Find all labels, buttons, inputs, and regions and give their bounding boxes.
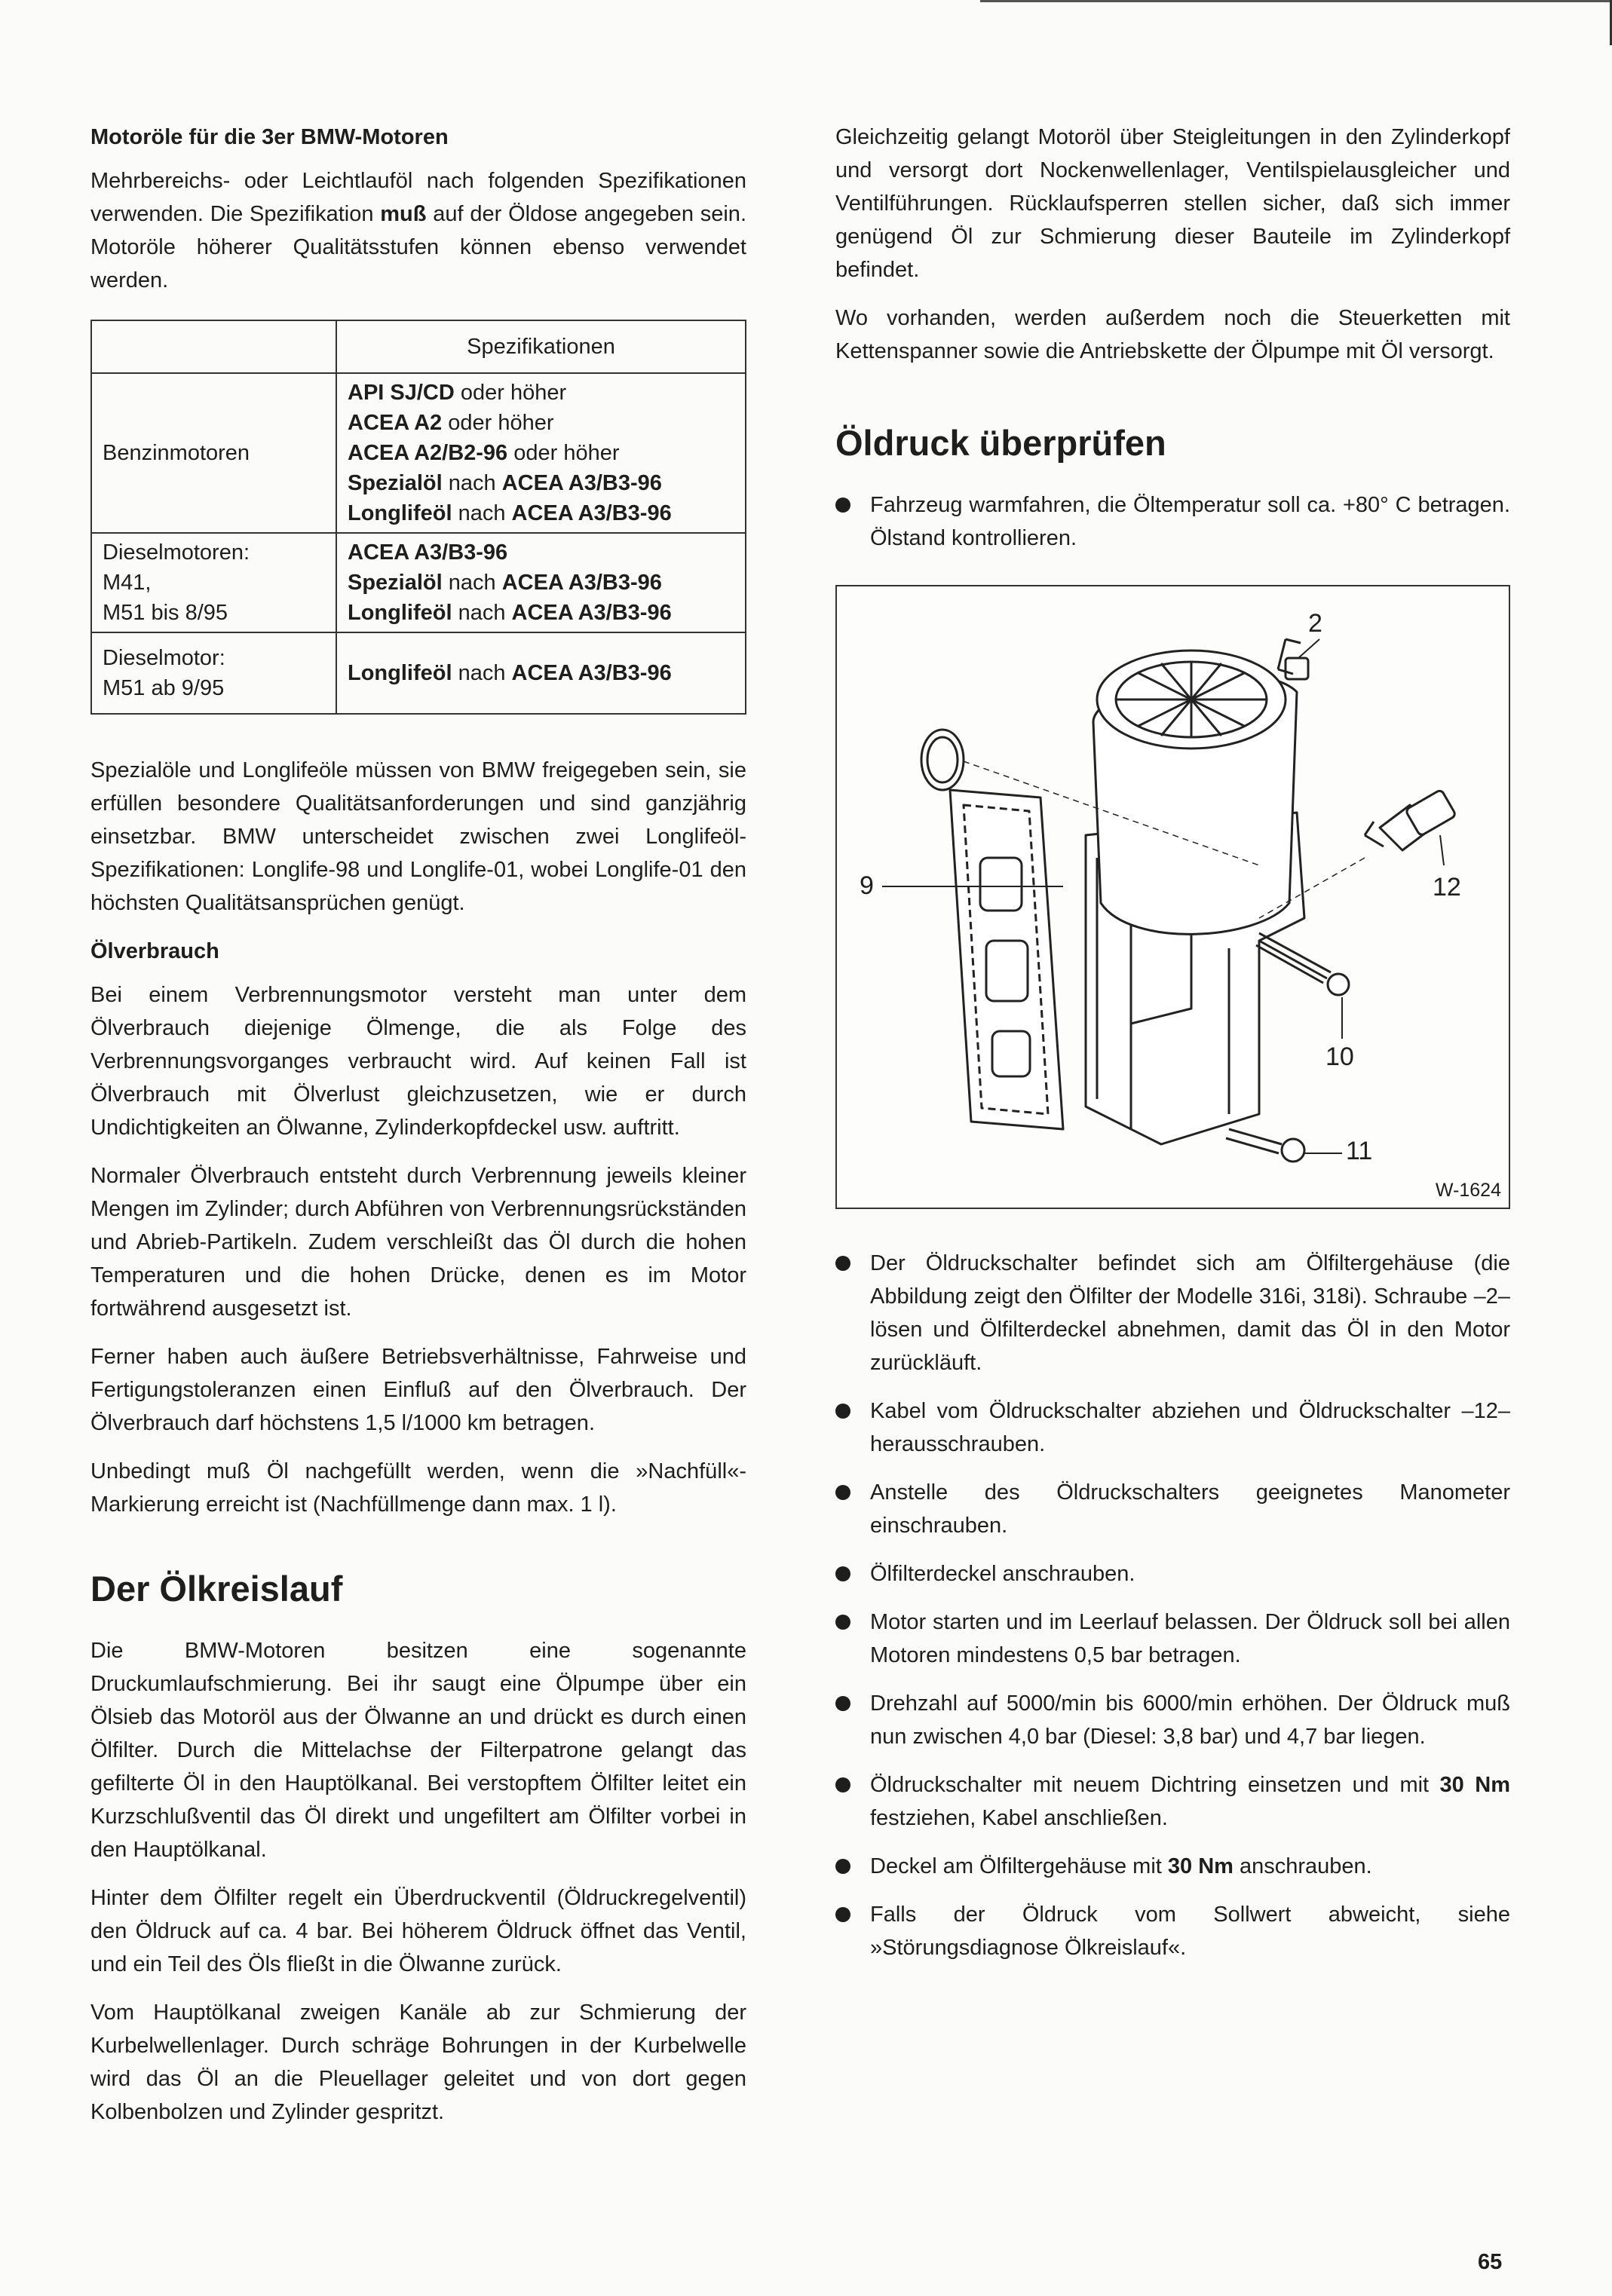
- spec-line: [348, 408, 734, 438]
- section-heading-oelkreislauf: Der Ölkreislauf: [90, 1569, 343, 1609]
- spec-text: oder höher: [507, 441, 620, 465]
- step-text: Anstelle des Öldruckschalters geeignetes Manometer einschrauben.: [870, 1480, 1510, 1538]
- spec-bold: Longlifeöl: [348, 601, 452, 625]
- procedure-step: [835, 1247, 1510, 1379]
- oil-spec-table: [90, 320, 746, 715]
- oil-consumption-paragraph: Ferner haben auch äußere Betriebsverhältnisse, Fahrweise und Fertigungstoleranzen einen Einfluß auf den Ölverbrauch. Der Ölverbrauch darf höchstens 1,5 l/1000 km betragen.: [90, 1345, 746, 1435]
- step-text-after: anschrauben.: [1233, 1854, 1372, 1878]
- spec-bold: Longlifeöl: [348, 661, 452, 685]
- callout-11: 11: [1346, 1137, 1373, 1165]
- oil-circuit-paragraph: Hinter dem Ölfilter regelt ein Überdruckventil (Öldruckregelventil) den Öldruck auf ca. 4 bar. Bei höherem Öldruck öffnet das Ventil, und ein Teil des Öls fließt in die Ölwanne zurück.: [90, 1886, 746, 1976]
- intro-text-1: Mehrbereichs- oder Leichtlauföl nach folgenden Spezifikationen verwenden. Die Spezifikation: [90, 169, 746, 226]
- spec-text: oder höher: [454, 381, 567, 405]
- step-text: Deckel am Ölfiltergehäuse mit: [870, 1854, 1168, 1878]
- step-text: Motor starten und im Leerlauf belassen. Der Öldruck soll bei allen Motoren mindestens 0,5 bar betragen.: [870, 1610, 1510, 1667]
- engine-category-cell: [91, 632, 336, 714]
- engine-category-line: Dieselmotor:: [103, 646, 225, 670]
- spec-line: [348, 537, 734, 568]
- intro-paragraph: [90, 164, 746, 297]
- spec-values-cell: [336, 373, 746, 533]
- spec-line: [348, 498, 734, 528]
- intro-bold: muß: [380, 202, 427, 226]
- step-text: Kabel vom Öldruckschalter abziehen und Öldruckschalter –12– herausschrauben.: [870, 1399, 1510, 1456]
- spec-bold-norm: ACEA A3/B3-96: [511, 601, 672, 625]
- spec-text: oder höher: [442, 411, 554, 435]
- engine-category-line: Benzinmotoren: [103, 441, 250, 465]
- spec-table-row: [91, 373, 746, 533]
- oil-circuit-paragraph: Vom Hauptölkanal zweigen Kanäle ab zur Schmierung der Kurbelwellenlager. Durch schräge Bohrungen in der Kurbelwelle wird das Öl an die Pleuellager geleitet und von dort gegen Kolbenbolzen und Zylinder gespritzt.: [90, 2001, 746, 2124]
- procedure-step: [835, 1898, 1510, 1964]
- oil-circuit-text: [90, 1634, 746, 2129]
- step-torque: 30 Nm: [1167, 1854, 1234, 1878]
- page-number: 65: [1478, 2250, 1503, 2274]
- engine-category-line: Dieselmotoren:: [103, 540, 250, 565]
- oil-consumption-paragraph: Bei einem Verbrennungsmotor versteht man unter dem Ölverbrauch diejenige Ölmenge, die als Folge des Verbrennungsvorganges verbraucht wird. Auf keinen Fall ist Ölverbrauch mit Ölverlust gleichzusetzen, wie er durch Undichtigkeiten an Ölwanne, Zylinderkopfdeckel usw. auftritt.: [90, 983, 746, 1140]
- oil-filter-figure: [835, 585, 1510, 1209]
- continuation-paragraph: Gleichzeitig gelangt Motoröl über Steigleitungen in den Zylinderkopf und versorgt dort Nockenwellenlager, Ventilspielausgleicher und Ventilführungen. Rücklaufsperren stellen sicher, daß sich immer genügend Öl zur Schmierung dieser Bauteile im Zylinderkopf befindet.: [835, 125, 1510, 282]
- figure-code: W-1624: [1435, 1180, 1501, 1201]
- step-text-after: festziehen, Kabel anschließen.: [870, 1806, 1168, 1830]
- engine-category-cell: [91, 373, 336, 533]
- oil-filter-housing-drawing: [837, 586, 1509, 1208]
- spec-bold: Longlifeöl: [348, 501, 452, 525]
- callout-10: 10: [1325, 1042, 1354, 1071]
- right-column: [835, 121, 1510, 1979]
- spec-bold-norm: ACEA A3/B3-96: [511, 501, 672, 525]
- step-text: Öldruckschalter mit neuem Dichtring einsetzen und mit: [870, 1773, 1440, 1797]
- spec-text: nach: [452, 501, 512, 525]
- callout-9: 9: [860, 871, 874, 900]
- oil-circuit-paragraph: Die BMW-Motoren besitzen eine sogenannte Druckumlaufschmierung. Bei ihr saugt eine Ölpumpe über ein Ölsieb das Motoröl aus der Ölwanne an und drückt es durch einen Ölfilter. Durch die Mittelachse der Filterpatrone gelangt das gefilterte Öl in den Hauptölkanal. Bei verstopftem Ölfilter leitet ein Kurzschlußventil das Öl direkt und ungefiltert am Ölfilter vorbei in den Hauptölkanal.: [90, 1639, 746, 1862]
- top-edge-line: [980, 0, 1612, 2]
- engine-category-cell: [91, 533, 336, 632]
- intro-text-2: auf der Öldose angegeben sein. Motoröle höherer Qualitätsstufen können ebenso verwendet werden.: [90, 202, 746, 292]
- procedure-step: [835, 1768, 1510, 1835]
- spec-bold: Spezialöl: [348, 471, 443, 495]
- callout-12: 12: [1433, 873, 1461, 902]
- procedure-step: [835, 1557, 1510, 1590]
- procedure-step: [835, 1394, 1510, 1461]
- oil-consumption-paragraph: Unbedingt muß Öl nachgefüllt werden, wenn die »Nachfüll«-Markierung erreicht ist (Nachfüllmenge dann max. 1 l).: [90, 1459, 746, 1517]
- left-column: [90, 121, 746, 2144]
- continuation-text: [835, 121, 1510, 368]
- section-heading-motoroele: Motoröle für die 3er BMW-Motoren: [90, 125, 449, 149]
- spec-bold: API SJ/CD: [348, 381, 455, 405]
- engine-category-line: M51 bis 8/95: [103, 601, 228, 625]
- engine-category-line: M51 ab 9/95: [103, 676, 225, 700]
- engine-category-line: M41,: [103, 571, 152, 595]
- step-warm-up: Fahrzeug warmfahren, die Öltemperatur soll ca. +80° C betragen. Ölstand kontrollieren.: [835, 488, 1510, 555]
- spec-line: [348, 658, 734, 688]
- spec-bold-norm: ACEA A3/B3-96: [501, 471, 662, 495]
- spec-bold: Spezialöl: [348, 571, 443, 595]
- spec-values-cell: [336, 632, 746, 714]
- spec-table-header-row: [91, 320, 746, 373]
- callout-2: 2: [1308, 609, 1322, 638]
- step-torque: 30 Nm: [1439, 1773, 1510, 1797]
- continuation-paragraph: Wo vorhanden, werden außerdem noch die Steuerketten mit Kettenspanner sowie die Antriebskette der Ölpumpe mit Öl versorgt.: [835, 306, 1510, 363]
- spec-line: [348, 568, 734, 598]
- spec-header-cell: Spezifikationen: [336, 320, 746, 373]
- spec-text: nach: [442, 571, 502, 595]
- spec-bold: ACEA A2: [348, 411, 443, 435]
- spec-table-row: [91, 632, 746, 714]
- spec-bold: ACEA A2/B2-96: [348, 441, 508, 465]
- procedure-step: [835, 1687, 1510, 1753]
- spec-text: nach: [452, 661, 512, 685]
- step-text: Der Öldruckschalter befindet sich am Ölfiltergehäuse (die Abbildung zeigt den Ölfilter der Modelle 316i, 318i). Schraube –2– lösen und Ölfilterdeckel abnehmen, damit das Öl in den Motor zurückläuft.: [870, 1251, 1510, 1375]
- oil-pressure-steps: [835, 1247, 1510, 1964]
- spec-table-row: [91, 533, 746, 632]
- spec-text: nach: [452, 601, 512, 625]
- spec-line: [348, 378, 734, 408]
- spec-bold-norm: ACEA A3/B3-96: [501, 571, 662, 595]
- spec-values-cell: [336, 533, 746, 632]
- spec-line: [348, 468, 734, 498]
- procedure-step: [835, 1476, 1510, 1542]
- step-text: Ölfilterdeckel anschrauben.: [870, 1562, 1135, 1586]
- spec-bold-norm: ACEA A3/B3-96: [511, 661, 672, 685]
- step-text: Falls der Öldruck vom Sollwert abweicht, siehe »Störungsdiagnose Ölkreislauf«.: [870, 1903, 1510, 1960]
- procedure-step: [835, 1606, 1510, 1672]
- oil-consumption-text: [90, 978, 746, 1521]
- procedure-step: [835, 1850, 1510, 1883]
- step-text: Drehzahl auf 5000/min bis 6000/min erhöhen. Der Öldruck muß nun zwischen 4,0 bar (Diesel: 3,8 bar) und 4,7 bar liegen.: [870, 1691, 1510, 1749]
- spec-line: [348, 438, 734, 468]
- spec-line: [348, 598, 734, 628]
- section-heading-oeldruck: Öldruck überprüfen: [835, 423, 1166, 463]
- section-heading-oelverbrauch: Ölverbrauch: [90, 939, 219, 963]
- spec-text: nach: [442, 471, 502, 495]
- spec-header-empty-cell: [91, 320, 336, 373]
- first-step-list: [835, 488, 1510, 555]
- spec-bold: ACEA A3/B3-96: [348, 540, 508, 565]
- oil-consumption-paragraph: Normaler Ölverbrauch entsteht durch Verbrennung jeweils kleiner Mengen im Zylinder; durch Abführen von Verbrennungsrückständen und Abrieb-Partikeln. Zudem verschleißt das Öl durch die hohen Temperaturen und die hohen Drücke, denen es im Motor fortwährend ausgesetzt ist.: [90, 1164, 746, 1321]
- longlife-paragraph: Spezialöle und Longlifeöle müssen von BMW freigegeben sein, sie erfüllen besondere Qualitätsanforderungen und sind ganzjährig einsetzbar. BMW unterscheidet zwischen zwei Longlifeöl-Spezifikationen: Longlife-98 und Longlife-01, wobei Longlife-01 den höchsten Qualitätsansprüchen genügt.: [90, 758, 746, 915]
